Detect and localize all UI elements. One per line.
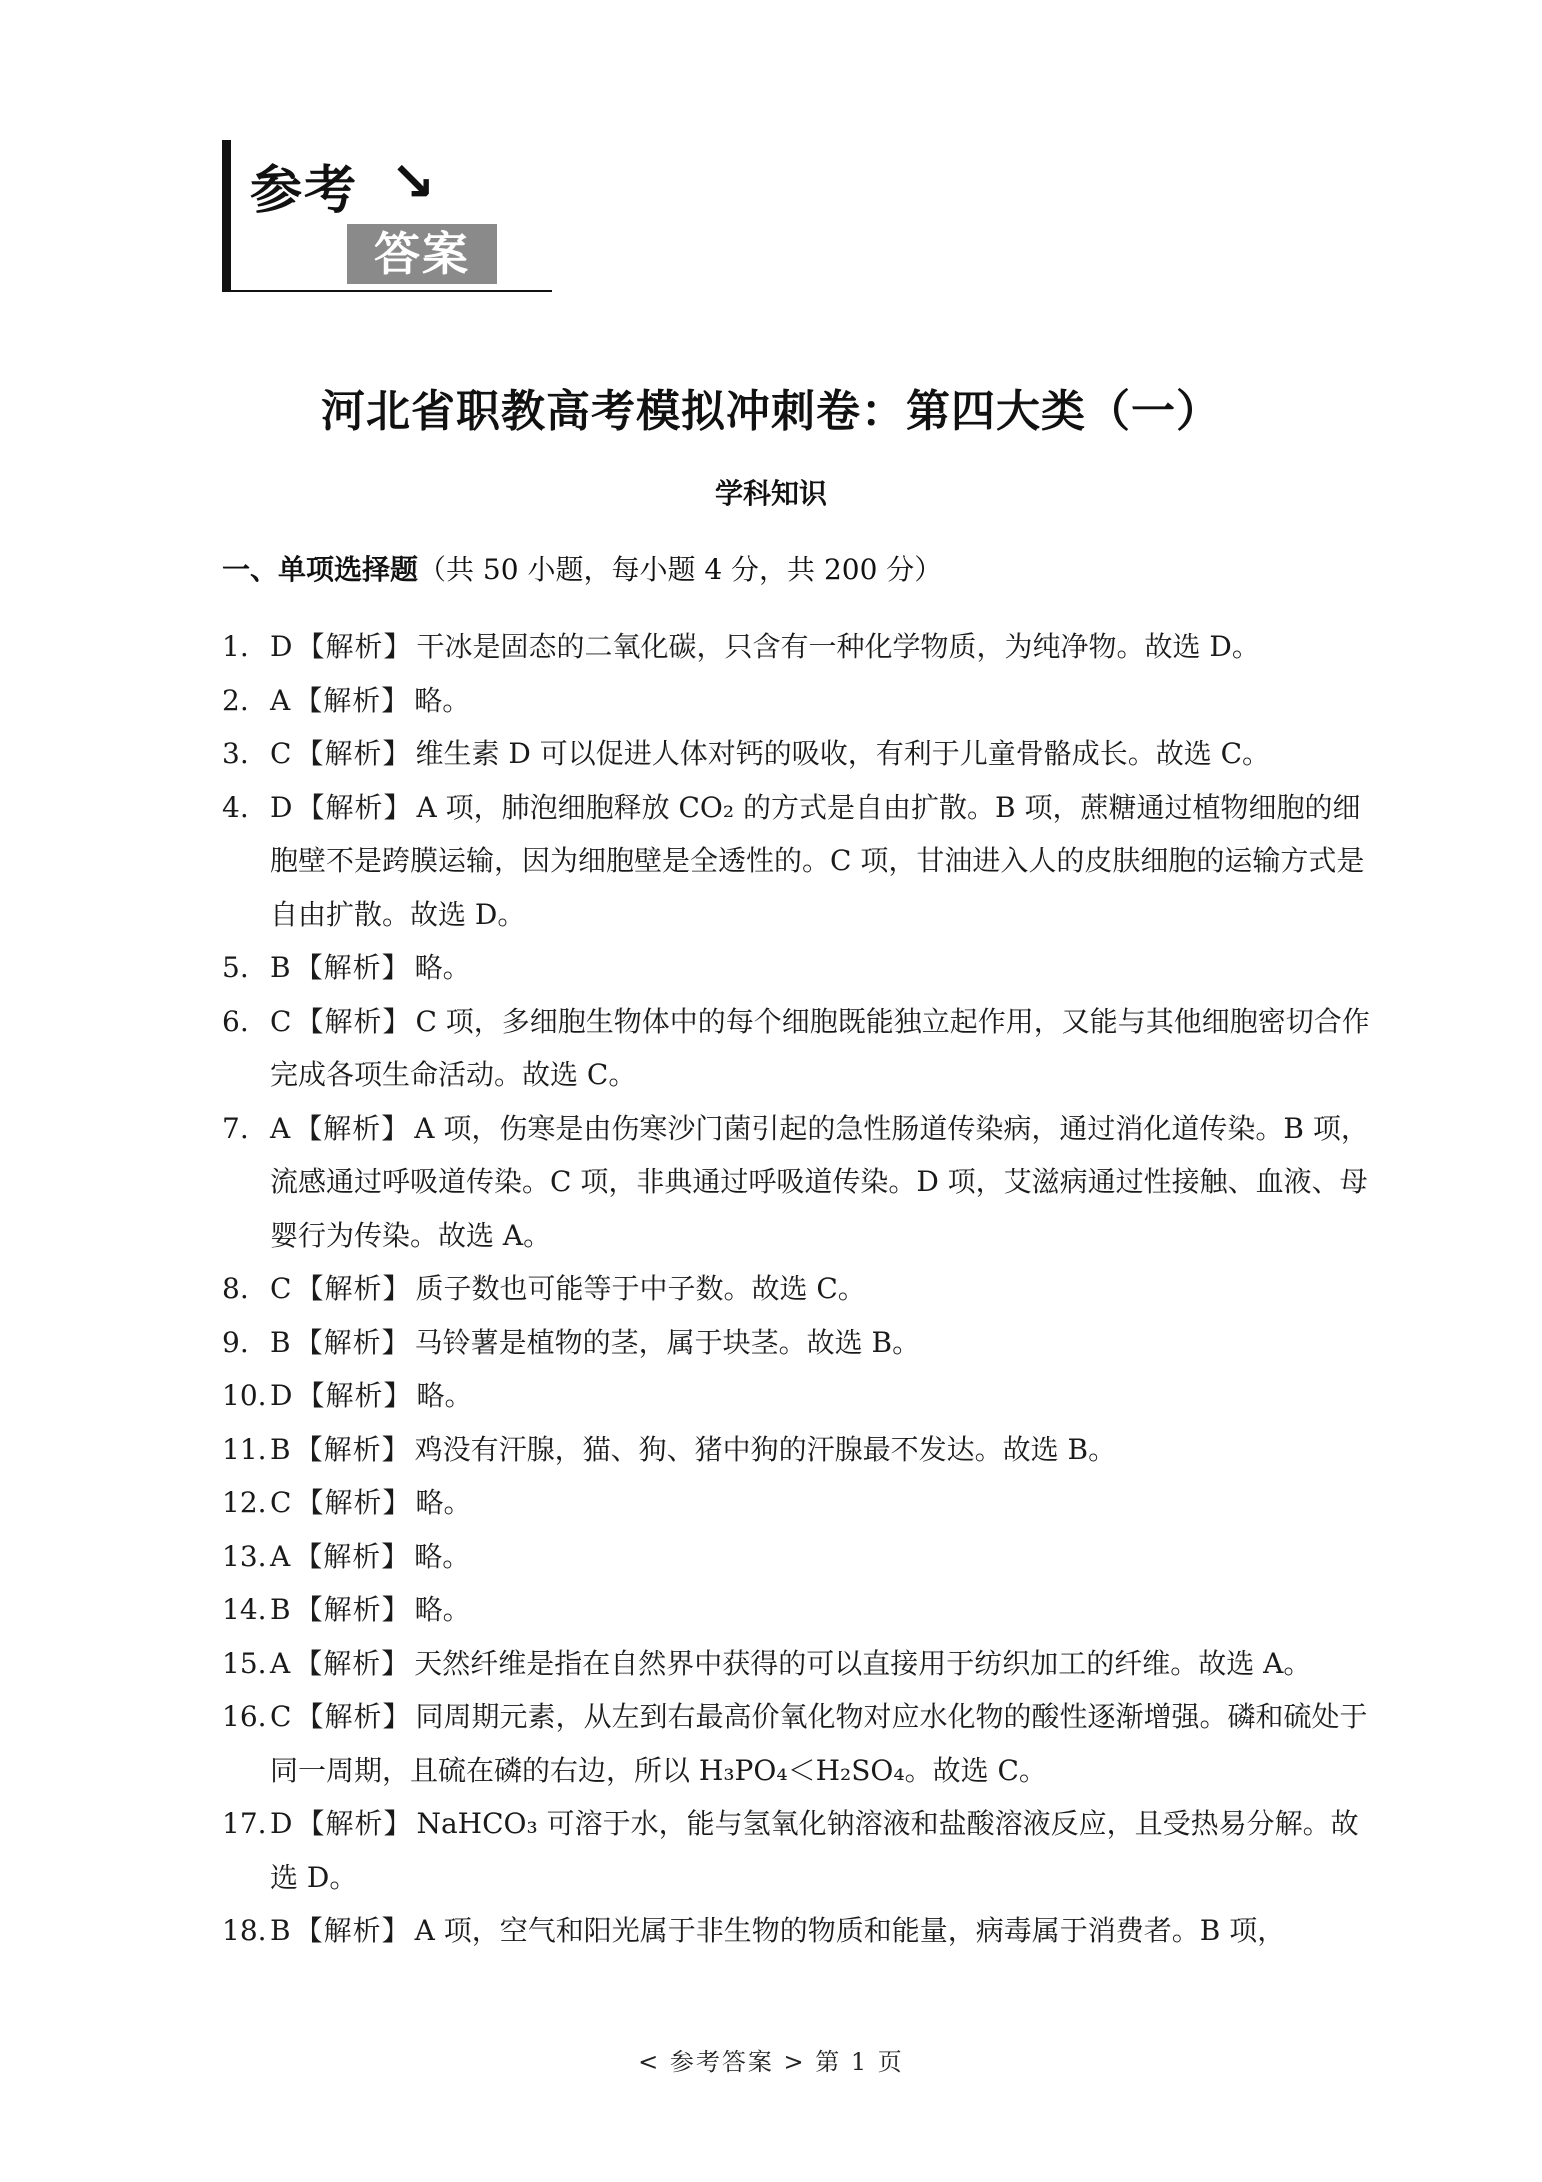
badge-word-top: 参考 xyxy=(250,161,359,221)
page-footer: < 参考答案 > 第 1 页 xyxy=(638,2048,904,2076)
answer-item xyxy=(222,1690,1372,1797)
item-number: 9. xyxy=(222,1325,249,1359)
item-answer: B xyxy=(270,1914,291,1947)
item-text: 略。 xyxy=(414,683,471,717)
answer-item xyxy=(222,1369,1372,1423)
item-answer: A xyxy=(270,1539,291,1573)
badge-vertical-bar xyxy=(222,140,231,290)
item-text: A 项，伤寒是由伤寒沙门菌引起的急性肠道传染病，通过消化道传染。B 项，流感通过呼吸道传染。C 项，非典通过呼吸道传染。D 项，艾滋病通过性接触、血液、母婴行为传染。故选 A。 xyxy=(270,1111,1369,1252)
item-tag: 【解析】 xyxy=(294,1325,411,1359)
item-tag: 【解析】 xyxy=(295,737,412,770)
item-tag: 【解析】 xyxy=(296,1379,413,1412)
answer-item xyxy=(222,620,1372,674)
item-number: 14. xyxy=(222,1593,267,1626)
item-tag: 【解析】 xyxy=(296,630,413,663)
item-tag: 【解析】 xyxy=(294,1646,411,1680)
item-number: 13. xyxy=(222,1539,267,1573)
answer-item xyxy=(222,995,1372,1102)
item-answer: A xyxy=(270,683,291,717)
item-tag: 【解析】 xyxy=(294,1539,411,1573)
item-number: 6. xyxy=(222,1004,249,1038)
item-tag: 【解析】 xyxy=(296,1807,413,1840)
answer-item xyxy=(222,674,1372,728)
badge-word-bottom: 答案 xyxy=(347,224,497,284)
item-tag: 【解析】 xyxy=(294,1111,411,1145)
page-title: 河北省职教高考模拟冲刺卷：第四大类（一） xyxy=(321,386,1221,437)
item-number: 8. xyxy=(222,1272,249,1305)
item-answer: B xyxy=(270,1593,291,1626)
item-answer: C xyxy=(270,1486,292,1519)
item-answer: C xyxy=(270,1004,292,1038)
item-text: 略。 xyxy=(415,1486,472,1519)
answer-item xyxy=(222,727,1372,781)
item-answer: D xyxy=(270,1379,293,1412)
item-tag: 【解析】 xyxy=(294,1914,411,1947)
answer-item xyxy=(222,1262,1372,1316)
item-text: 略。 xyxy=(414,1593,471,1626)
section-note: （共 50 小题，每小题 4 分，共 200 分） xyxy=(418,553,943,586)
item-number: 1. xyxy=(222,630,249,663)
item-number: 7. xyxy=(222,1111,249,1145)
item-tag: 【解析】 xyxy=(294,1432,411,1466)
item-text: 马铃薯是植物的茎，属于块茎。故选 B。 xyxy=(414,1325,921,1359)
item-answer: C xyxy=(270,1700,292,1733)
item-text: 干冰是固态的二氧化碳，只含有一种化学物质，为纯净物。故选 D。 xyxy=(416,630,1260,663)
item-answer: B xyxy=(270,951,291,984)
item-number: 15. xyxy=(222,1646,267,1680)
item-number: 12. xyxy=(222,1486,267,1519)
item-text: 略。 xyxy=(414,1539,471,1573)
item-tag: 【解析】 xyxy=(296,790,413,824)
item-number: 16. xyxy=(222,1700,267,1733)
item-answer: A xyxy=(270,1111,291,1145)
item-text: NaHCO₃ 可溶于水，能与氢氧化钠溶液和盐酸溶液反应，且受热易分解。故选 D。 xyxy=(270,1807,1359,1894)
item-text: 略。 xyxy=(416,1379,473,1412)
item-number: 11. xyxy=(222,1432,267,1466)
item-number: 17. xyxy=(222,1807,267,1840)
item-tag: 【解析】 xyxy=(295,1004,412,1038)
item-answer: B xyxy=(270,1432,291,1466)
section-label: 一、单项选择题 xyxy=(222,553,419,586)
item-answer: A xyxy=(270,1646,291,1680)
answer-item xyxy=(222,1797,1372,1904)
item-text: C 项，多细胞生物体中的每个细胞既能独立起作用，又能与其他细胞密切合作完成各项生命活动。故选 C。 xyxy=(270,1004,1370,1091)
item-number: 10. xyxy=(222,1379,267,1412)
answer-item xyxy=(222,781,1372,942)
item-text: 维生素 D 可以促进人体对钙的吸收，有利于儿童骨骼成长。故选 C。 xyxy=(415,737,1271,770)
answer-item xyxy=(222,941,1372,995)
item-text: A 项，空气和阳光属于非生物的物质和能量，病毒属于消费者。B 项， xyxy=(414,1914,1286,1947)
answer-item xyxy=(222,1637,1372,1691)
badge-underline xyxy=(222,290,552,292)
item-tag: 【解析】 xyxy=(294,683,411,717)
answer-item xyxy=(222,1102,1372,1263)
item-tag: 【解析】 xyxy=(295,1486,412,1519)
answer-item xyxy=(222,1583,1372,1637)
item-tag: 【解析】 xyxy=(294,1593,411,1626)
answer-list xyxy=(222,620,1372,1958)
section-heading xyxy=(222,548,942,588)
item-text: 质子数也可能等于中子数。故选 C。 xyxy=(415,1272,866,1305)
answer-key-badge xyxy=(222,140,552,295)
item-text: 略。 xyxy=(414,951,471,984)
item-text: 鸡没有汗腺，猫、狗、猪中狗的汗腺最不发达。故选 B。 xyxy=(414,1432,1117,1466)
item-text: 天然纤维是指在自然界中获得的可以直接用于纺织加工的纤维。故选 A。 xyxy=(414,1646,1312,1680)
answer-item xyxy=(222,1476,1372,1530)
item-answer: D xyxy=(270,790,293,824)
item-answer: C xyxy=(270,737,292,770)
item-answer: D xyxy=(270,1807,293,1840)
item-number: 2. xyxy=(222,683,249,717)
answer-item xyxy=(222,1530,1372,1584)
answer-item xyxy=(222,1423,1372,1477)
item-text: A 项，肺泡细胞释放 CO₂ 的方式是自由扩散。B 项，蔗糖通过植物细胞的细胞壁不是跨膜运输，因为细胞壁是全透性的。C 项，甘油进入人的皮肤细胞的运输方式是自由扩散。故选 D。 xyxy=(270,790,1365,931)
item-number: 4. xyxy=(222,790,249,824)
item-tag: 【解析】 xyxy=(294,951,411,984)
item-answer: D xyxy=(270,630,293,663)
answer-item xyxy=(222,1904,1372,1958)
item-number: 5. xyxy=(222,951,249,984)
arrow-icon: ↘ xyxy=(390,150,436,213)
item-number: 18. xyxy=(222,1914,267,1947)
item-answer: B xyxy=(270,1325,291,1359)
page-subtitle: 学科知识 xyxy=(714,477,827,510)
item-tag: 【解析】 xyxy=(295,1272,412,1305)
item-tag: 【解析】 xyxy=(295,1700,412,1733)
answer-item xyxy=(222,1316,1372,1370)
item-number: 3. xyxy=(222,737,249,770)
item-text: 同周期元素，从左到右最高价氧化物对应水化物的酸性逐渐增强。磷和硫处于同一周期，且硫在磷的右边，所以 H₃PO₄＜H₂SO₄。故选 C。 xyxy=(270,1700,1368,1787)
item-answer: C xyxy=(270,1272,292,1305)
